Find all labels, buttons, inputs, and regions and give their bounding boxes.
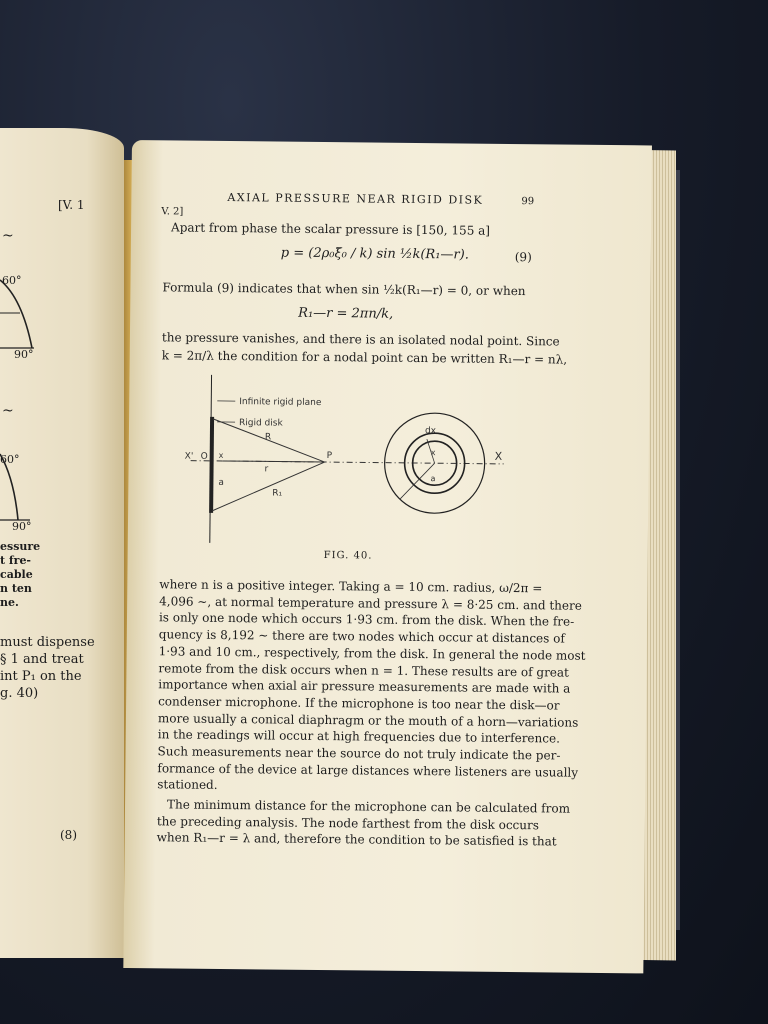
left-header: [V. 1 <box>58 198 85 212</box>
left-angle-60-1: 60° <box>2 274 22 287</box>
label-x-prime: X' <box>184 451 194 462</box>
paragraph-line: remote from the disk occurs when n = 1. These results are of great <box>158 660 570 680</box>
paragraph-line: Such measurements near the source do not truly indicate the per- <box>157 744 561 763</box>
equation-9: p = (2ρ₀ξ̈₀ / k) sin ½k(R₁—r). <box>280 245 469 263</box>
label-plane: Infinite rigid plane <box>239 397 322 408</box>
paragraph-line: 4,096 ∼, at normal temperature and pressure λ = 8·25 cm. and there <box>159 594 582 613</box>
left-angle-90-2: 90° <box>12 520 32 533</box>
paragraph-line: stationed. <box>157 777 218 793</box>
label-r: r <box>264 464 269 475</box>
equation-nodal: R₁—r = 2πn/k, <box>298 305 394 322</box>
second-paragraph <box>157 796 570 850</box>
paragraph-line: The minimum distance for the microphone can be calculated from <box>166 797 571 816</box>
text-line: Apart from phase the scalar pressure is [150, 155 a] <box>171 220 491 238</box>
figure-caption: FIG. 40. <box>323 550 373 562</box>
paragraph-line: more usually a conical diaphragm or the mouth of a horn—variations <box>157 710 579 730</box>
label-P: P <box>326 451 333 462</box>
text-line: k = 2π/λ the condition for a nodal point can be written R₁—r = nλ, <box>161 348 568 367</box>
paragraph-line: condenser microphone. If the microphone is too near the disk—or <box>158 694 560 713</box>
label-X: X <box>494 449 503 463</box>
line-R1 <box>212 461 325 512</box>
label-a-inner: a <box>430 474 436 484</box>
left-tilde-2: ~ <box>2 403 14 419</box>
line-r <box>223 461 325 462</box>
paragraph-line: formance of the device at large distances where listeners are usually <box>157 761 579 780</box>
left-caption-fragment <box>0 540 40 610</box>
paragraph-line: is only one node which occurs 1·93 cm. from the disk. When the fre- <box>158 610 575 630</box>
main-paragraph <box>157 576 586 798</box>
paragraph-line: when R₁—r = λ and, therefore the condition to be satisfied is that <box>156 830 557 849</box>
left-caption-line: cable <box>0 568 33 581</box>
equation-9-number: (9) <box>514 250 532 265</box>
left-body-line: § 1 and treat <box>0 652 84 667</box>
left-angle-90-1: 90° <box>14 348 34 361</box>
paragraph-line: the preceding analysis. The node farthest from the disk occurs <box>156 814 540 833</box>
label-R1: R₁ <box>272 488 283 499</box>
left-caption-line: t fre- <box>0 554 32 567</box>
running-title: AXIAL PRESSURE NEAR RIGID DISK <box>227 191 484 207</box>
figure-40 <box>168 366 530 550</box>
left-caption-line: essure <box>0 540 41 553</box>
paragraph-line: where n is a positive integer. Taking a = 10 cm. radius, ω/2π = <box>159 577 543 596</box>
left-angle-60-2: 60° <box>0 453 20 466</box>
label-dx: dx <box>424 426 437 437</box>
label-x: x <box>218 450 224 460</box>
left-body-fragment <box>0 634 95 702</box>
label-disk: Rigid disk <box>238 418 283 429</box>
text-line: the pressure vanishes, and there is an isolated nodal point. Since <box>161 330 560 349</box>
label-R: R <box>264 432 272 443</box>
left-body-line: g. 40) <box>0 686 39 701</box>
left-body-line: int P₁ on the <box>0 669 82 684</box>
paragraph-line: 1·93 and 10 cm., respectively, from the disk. In general the node most <box>158 644 586 663</box>
text-line: Formula (9) indicates that when sin ½k(R₁—r) = 0, or when <box>162 280 526 299</box>
label-a: a <box>218 477 224 488</box>
left-caption-line: n ten <box>0 582 32 595</box>
label-O: O <box>200 451 208 462</box>
paragraph-line: quency is 8,192 ∼ there are two nodes which occur at distances of <box>158 627 565 646</box>
paragraph-line: in the readings will occur at high frequencies due to interference. <box>157 727 561 746</box>
rigid-disk <box>209 417 214 513</box>
left-caption-line: ne. <box>0 596 19 609</box>
left-page <box>0 128 124 958</box>
left-body-line: must dispense <box>0 635 95 650</box>
paragraph-line: importance when axial air pressure measurements are made with a <box>158 677 571 696</box>
left-tilde-1: ~ <box>2 228 14 244</box>
right-page <box>123 140 652 973</box>
label-x-inner: x <box>430 448 436 458</box>
page-number: 99 <box>521 196 535 208</box>
section-marker: V. 2] <box>161 206 184 218</box>
left-footer: (8) <box>60 828 77 842</box>
